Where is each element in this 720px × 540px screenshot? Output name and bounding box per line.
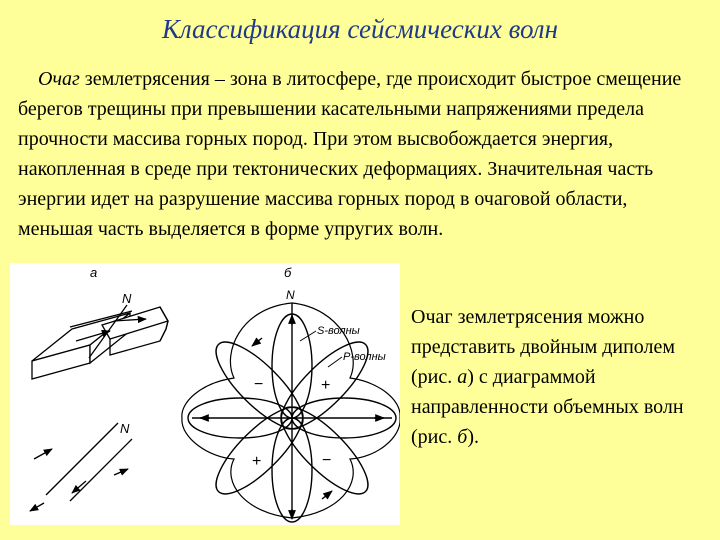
plus-sign-lower: +	[252, 453, 262, 470]
side-text-part1: Очаг землетрясения можно представить двойным диполем (рис.	[411, 306, 676, 388]
slide-title: Классификация сейсмических волн	[162, 14, 558, 44]
double-couple-diagram	[30, 423, 132, 511]
side-text	[411, 302, 706, 452]
s-waves-label: S-волны	[317, 325, 360, 337]
north-label-b: N	[286, 288, 295, 302]
north-label-a-top: N	[122, 291, 132, 306]
minus-sign-lower: −	[322, 452, 332, 469]
figure-ref-a: а	[457, 366, 468, 388]
p-waves-label: P-волны	[343, 351, 386, 363]
figure-svg	[10, 263, 400, 525]
radiation-pattern	[182, 303, 400, 522]
plus-sign-upper: +	[321, 377, 331, 394]
main-paragraph	[18, 64, 698, 244]
label-b: б	[284, 265, 292, 280]
minus-sign-upper: −	[254, 376, 264, 393]
dipole-figure	[10, 263, 400, 525]
label-a: а	[90, 265, 98, 280]
north-label-a-bottom: N	[120, 421, 130, 436]
term-focus: Очаг	[38, 68, 80, 90]
side-text-part3: ).	[467, 426, 479, 448]
side-text-part2: ) с диаграммой направленности объемных волн (рис.	[411, 366, 684, 448]
paragraph-text: землетрясения – зона в литосфере, где происходит быстрое смещение берегов трещины при превышении касательными напряжениями предела прочности массива горных пород. При этом высвобождается энергия, накопленная в среде при тектонических деформациях. Значительная часть энергии идет на разрушение массива горных пород в очаговой области, меньшая часть выделяется в форме упругих волн.	[18, 68, 682, 240]
fault-block-diagram	[32, 305, 168, 379]
figure-ref-b: б	[457, 426, 468, 448]
